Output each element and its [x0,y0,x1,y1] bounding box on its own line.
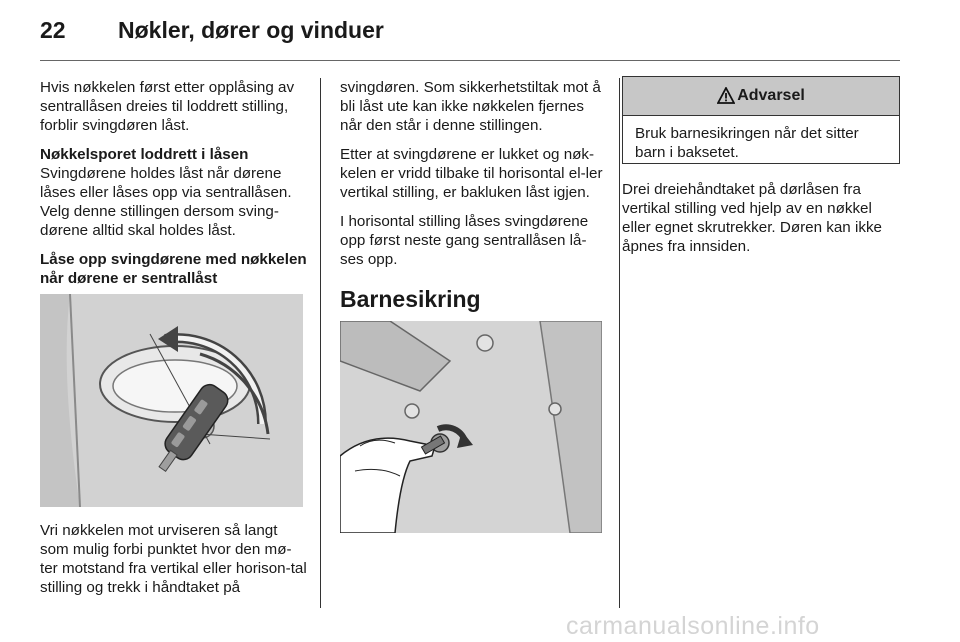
warning-body: Bruk barnesikringen når det sitter barn i baksetet. [635,125,859,161]
illustration-caption: Vri nøkkelen mot urviseren så langt som mulig forbi punktet hvor den mø-ter motstand fra vertikal eller horison-tal stilling og trekk i håndtaket på [40,522,307,596]
page-title: Nøkler, dører og vinduer [118,17,384,43]
column-divider-1 [320,78,321,608]
paragraph-horizontal-position: I horisontal stilling låses svingdørene opp først neste gang sentrallåsen lå-ses opp. [340,213,589,268]
column-divider-2 [619,78,620,608]
page-number: 22 [40,17,66,43]
column-2 [340,78,604,279]
illustration-door-handle-key [40,294,303,507]
subheading-key-vertical: Nøkkelsporet loddrett i låsen [40,146,249,163]
intro-paragraph: Hvis nøkkelen først etter opplåsing av sentrallåsen dreies til loddrett stilling, forblir svingdøren låst. [40,79,295,134]
header-rule [40,60,900,61]
warning-triangle-icon [717,87,735,105]
section-heading-child-lock: Barnesikring [340,286,481,312]
paragraph-safety: svingdøren. Som sikkerhetstiltak mot å bli låst ute kan ikke nøkkelen fjernes når den står i denne stillingen. [340,79,601,134]
paragraph-child-lock-instructions: Drei dreiehåndtaket på dørlåsen fra vertikal stilling ved hjelp av en nøkkel eller egnet skrutrekker. Døren kan ikke åpnes fra innsiden. [622,181,882,255]
warning-header [623,77,899,116]
child-lock-drawing [340,321,602,533]
warning-box [622,76,900,164]
subheading-unlock-with-key: Låse opp svingdørene med nøkkelen når dørene er sentrallåst [40,251,307,287]
column-1 [40,78,308,298]
illustration-child-lock [340,321,602,533]
paragraph-key-vertical: Svingdørene holdes låst når dørene låses eller låses opp via sentrallåsen. Velg denne stillingen dersom sving-dørene alltid skal holdes låst. [40,165,292,239]
watermark: carmanualsonline.info [566,612,820,640]
door-handle-key-drawing [40,294,303,507]
warning-title: Advarsel [737,87,805,104]
paragraph-tailgate-locked: Etter at svingdørene er lukket og nøk-kelen er vridd tilbake til horisontal el-ler vertikal stilling, er bakluken låst igjen. [340,146,603,201]
